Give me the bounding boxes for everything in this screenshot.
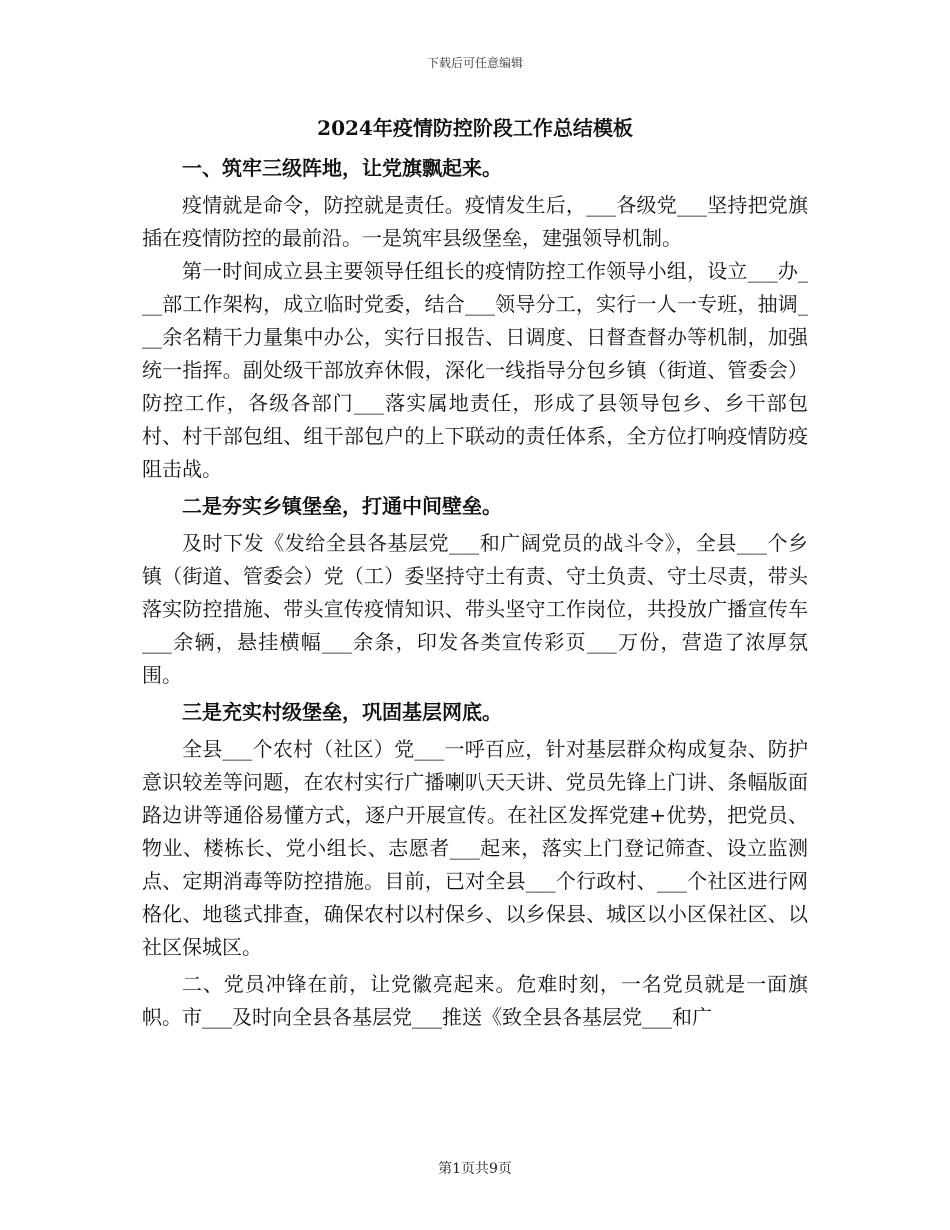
body-paragraph: 疫情就是命令，防控就是责任。疫情发生后，___各级党___坚持把党旗插在疫情防控的最前沿。一是筑牢县级堡垒，建强领导机制。 xyxy=(142,193,808,250)
page-number-footer: 第1页共9页 xyxy=(438,1161,512,1177)
section-heading-2: 二是夯实乡镇堡垒，打通中间壁垒。 xyxy=(182,494,502,518)
body-paragraph: 及时下发《发给全县各基层党___和广阔党员的战斗令》，全县___个乡镇（街道、管委会）党（工）委坚持守土有责、守土负责、守土尽责，带头落实防控措施、带头宣传疫情知识、带头坚守工作岗位，共投放广播宣传车___余辆，悬挂横幅___余条，印发各类宣传彩页___万份，营造了浓厚氛围。 xyxy=(142,531,808,687)
section-heading-1: 一、筑牢三级阵地，让党旗飘起来。 xyxy=(182,156,502,180)
header-note: 下载后可任意编辑 xyxy=(426,56,523,70)
body-paragraph: 全县___个农村（社区）党___一呼百应，针对基层群众构成复杂、防护意识较差等问题，在农村实行广播喇叭天天讲、党员先锋上门讲、条幅版面路边讲等通俗易懂方式，逐户开展宣传。在社区发挥党建+优势，把党员、物业、楼栋长、党小组长、志愿者___起来，落实上门登记筛查、设立监测点、定期消毒等防控措施。目前，已对全县___个行政村、___个社区进行网格化、地毯式排查，确保农村以村保乡、以乡保县、城区以小区保社区、以社区保城区。 xyxy=(142,737,808,959)
body-paragraph: 第一时间成立县主要领导任组长的疫情防控工作领导小组，设立___办___部工作架构，成立临时党委，结合___领导分工，实行一人一专班，抽调___余名精干力量集中办公，实行日报告、日调度、日督查督办等机制，加强统一指挥。副处级干部放弃休假，深化一线指导分包乡镇（街道、管委会）防控工作，各级各部门___落实属地责任，形成了县领导包乡、乡干部包村、村干部包组、组干部包户的上下联动的责任体系，全方位打响疫情防疫阻击战。 xyxy=(142,259,808,481)
section-heading-3: 三是充实村级堡垒，巩固基层网底。 xyxy=(182,700,502,724)
document-body xyxy=(142,148,808,1034)
document-title: 2024年疫情防控阶段工作总结模板 xyxy=(317,116,633,140)
body-paragraph: 二、党员冲锋在前，让党徽亮起来。危难时刻，一名党员就是一面旗帜。市___及时向全县各基层党___推送《致全县各基层党___和广 xyxy=(142,972,808,1029)
